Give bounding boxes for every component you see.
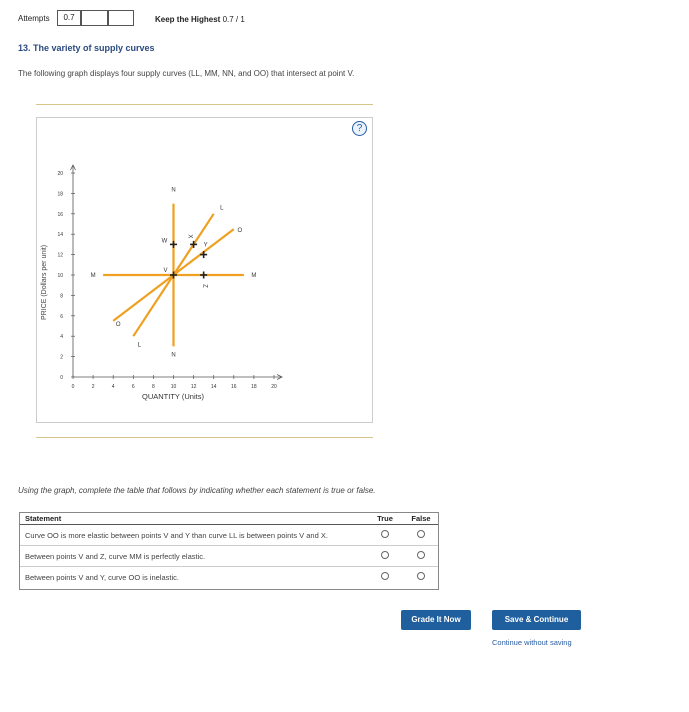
radio-true[interactable] <box>381 572 389 580</box>
x-tick-label: 14 <box>210 384 217 390</box>
statement-table <box>19 512 439 587</box>
x-tick-label: 4 <box>111 384 115 390</box>
x-tick-label: 0 <box>71 384 75 390</box>
save-continue-button[interactable]: Save & Continue <box>492 610 581 630</box>
table-row <box>19 546 439 567</box>
divider-bottom <box>36 437 373 438</box>
radio-false[interactable] <box>417 572 425 580</box>
help-icon[interactable]: ? <box>352 121 367 136</box>
curve-label-o-top: O <box>237 228 243 235</box>
y-tick-label: 10 <box>57 273 63 279</box>
point-w-label: W <box>161 238 168 245</box>
y-tick-label: 8 <box>60 293 63 300</box>
x-tick-label: 12 <box>190 384 197 390</box>
table-row <box>19 525 439 546</box>
x-tick-label: 8 <box>152 384 155 390</box>
y-tick-label: 14 <box>57 232 63 239</box>
question-title: 13. The variety of supply curves <box>18 43 155 53</box>
x-axis-label: QUANTITY (Units) <box>142 392 204 401</box>
keep-highest: Keep the Highest 0.7 / 1 <box>155 15 245 24</box>
x-tick-label: 2 <box>91 384 95 390</box>
curve-label-n-top: N <box>171 187 176 194</box>
curve-label-l-bottom: L <box>137 342 142 349</box>
y-tick-label: 2 <box>60 354 63 361</box>
y-tick-label: 18 <box>57 191 63 198</box>
x-tick-label: 10 <box>170 384 177 390</box>
radio-true[interactable] <box>381 530 389 538</box>
x-tick-label: 20 <box>271 384 277 390</box>
y-tick-label: 6 <box>60 313 63 320</box>
grade-it-now-button[interactable]: Grade It Now <box>401 610 471 630</box>
statement-text: Between points V and Z, curve MM is perfectly elastic. <box>19 546 367 567</box>
curve-label-n-bottom: N <box>171 352 176 359</box>
question-intro: The following graph displays four supply curves (LL, MM, NN, and OO) that intersect at point V. <box>18 69 355 78</box>
curve-label-m-left: M <box>90 273 96 280</box>
x-tick-label: 18 <box>251 384 257 390</box>
curve-label-m-right: M <box>251 273 257 280</box>
point-y-label: Y <box>203 242 208 249</box>
col-statement: Statement <box>19 512 367 525</box>
table-row <box>19 567 439 588</box>
attempts-label: Attempts <box>18 14 50 23</box>
y-tick-label: 4 <box>60 334 63 341</box>
point-v-label: V <box>163 268 168 274</box>
x-tick-label: 16 <box>231 384 237 390</box>
col-true: True <box>367 512 403 525</box>
x-tick-label: 6 <box>131 384 135 390</box>
point-x-label: X <box>186 234 193 239</box>
col-false: False <box>403 512 439 525</box>
statement-text: Curve OO is more elastic between points V and Y than curve LL is between points V and X. <box>19 525 367 546</box>
y-tick-label: 20 <box>57 171 63 177</box>
instructions: Using the graph, complete the table that follows by indicating whether each statement is true or false. <box>18 486 376 495</box>
point-z-label: Z <box>201 284 208 288</box>
curve-label-l-top: L <box>220 205 224 212</box>
y-axis-label: PRICE (Dollars per unit) <box>41 244 48 320</box>
curve-label-o-bottom: O <box>115 322 121 328</box>
y-tick-label: 12 <box>57 252 63 259</box>
y-tick-label: 0 <box>60 375 63 381</box>
continue-without-saving-link[interactable]: Continue without saving <box>492 638 572 647</box>
radio-true[interactable] <box>381 551 389 559</box>
statement-text: Between points V and Y, curve OO is inelastic. <box>25 572 179 582</box>
radio-false[interactable] <box>417 551 425 559</box>
y-tick-label: 16 <box>57 211 63 218</box>
attempt-score-box: 0.7 <box>57 10 81 26</box>
radio-false[interactable] <box>417 530 425 538</box>
